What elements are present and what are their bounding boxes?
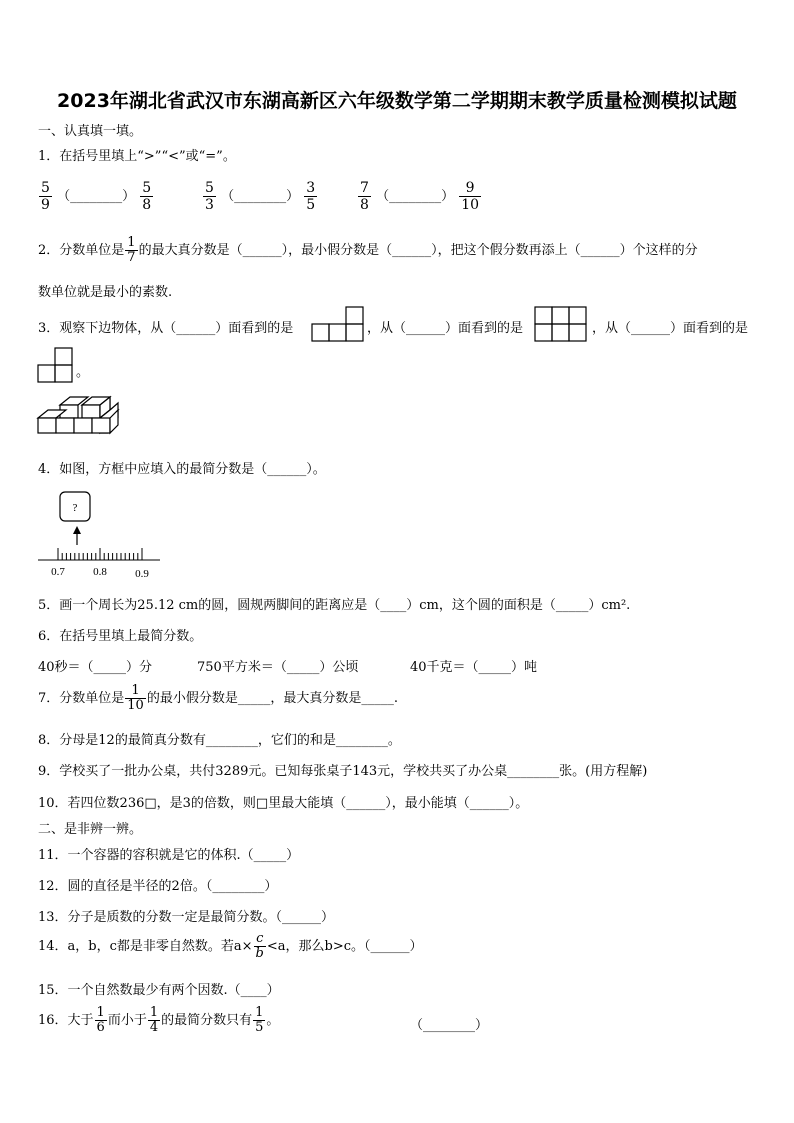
question-12: 12．圆的直径是半径的2倍。（________） bbox=[38, 879, 278, 894]
question-6: 6．在括号里填上最简分数。 bbox=[38, 629, 203, 644]
q6-item-a: 40秒＝（_____）分 bbox=[38, 660, 153, 675]
section-2-heading: 二、是非辨一辨。 bbox=[38, 822, 143, 837]
question-9: 9．学校买了一批办公桌，共付3289元。已知每张桌子143元，学校共买了办公桌________张。(用方程解) bbox=[38, 764, 648, 779]
answer-box-mark: ? bbox=[72, 502, 78, 514]
question-3-part-1: 3．观察下边物体，从（______）面看到的是 bbox=[38, 321, 294, 336]
question-2: 2．分数单位是 $\frac{1}{7}$ 的最大真分数是（______），最小假分数是（______），把这个假分数再添上（______）个这样的分 bbox=[38, 235, 698, 265]
q1-blank-2[interactable]: （________） bbox=[221, 189, 300, 204]
page-title: 2023年湖北省武汉市东湖高新区六年级数学第二学期期末教学质量检测模拟试题 bbox=[57, 90, 737, 112]
q1-blank-1[interactable]: （________） bbox=[57, 189, 136, 204]
question-7: 7．分数单位是 $\frac{1}{10}$ 的最小假分数是_____，最大真分数是_____. bbox=[38, 683, 398, 713]
question-8: 8．分母是12的最简真分数有________，它们的和是________。 bbox=[38, 733, 401, 748]
q6-item-b: 750平方米＝（_____）公顷 bbox=[197, 660, 359, 675]
arrow-head bbox=[73, 526, 81, 534]
tick-label-0.8: 0.8 bbox=[93, 566, 107, 578]
tick-label-0.9: 0.9 bbox=[135, 568, 149, 580]
q1-pair-3: $\frac{7}{8}$ （________） $\frac{9}{10}$ bbox=[360, 180, 480, 213]
tick-label-0.7: 0.7 bbox=[51, 566, 65, 578]
view-shape-1 bbox=[311, 306, 367, 342]
q6-item-c: 40千克＝（_____）吨 bbox=[410, 660, 538, 675]
number-line-figure bbox=[38, 490, 163, 582]
question-3-end: 。 bbox=[76, 365, 90, 380]
cube-stack-figure bbox=[38, 395, 118, 441]
question-1: 1．在括号里填上“>”“<”或“=”。 bbox=[38, 149, 236, 164]
q1-blank-3[interactable]: （________） bbox=[376, 189, 455, 204]
view-shape-3 bbox=[38, 347, 78, 383]
question-11: 11．一个容器的容积就是它的体积.（_____） bbox=[38, 848, 300, 863]
q1-pair-2: $\frac{5}{3}$ （________） $\frac{3}{5}$ bbox=[205, 180, 316, 213]
question-16: 16．大于 $\frac{1}{6}$ 而小于 $\frac{1}{4}$ 的最简分数只有 $\frac{1}{5}$ 。 bbox=[38, 1005, 280, 1035]
view-shape-2 bbox=[534, 306, 590, 342]
q16-answer-blank[interactable]: （________） bbox=[410, 1018, 489, 1033]
question-15: 15．一个自然数最少有两个因数.（____） bbox=[38, 983, 280, 998]
question-14: 14．a，b，c都是非零自然数。若a× $\frac{c}{b}$ <a，那么b>c。（______） bbox=[38, 931, 423, 961]
question-3-part-2: ，从（______）面看到的是 bbox=[367, 321, 524, 336]
q1-pair-1: $\frac{5}{9}$ （________） $\frac{5}{8}$ bbox=[41, 180, 152, 213]
section-1-heading: 一、认真填一填。 bbox=[38, 124, 143, 139]
question-10: 10．若四位数236□，是3的倍数，则□里最大能填（______），最小能填（______）。 bbox=[38, 796, 529, 811]
question-4: 4．如图，方框中应填入的最简分数是（______）。 bbox=[38, 462, 326, 477]
question-2-line-2: 数单位就是最小的素数. bbox=[38, 285, 173, 300]
question-13: 13．分子是质数的分数一定是最简分数。（______） bbox=[38, 910, 335, 925]
question-3-part-3: ，从（______）面看到的是 bbox=[592, 321, 749, 336]
question-5: 5．画一个周长为25.12 cm的圆，圆规两脚间的距离应是（____）cm，这个圆的面积是（_____）cm². bbox=[38, 598, 631, 613]
